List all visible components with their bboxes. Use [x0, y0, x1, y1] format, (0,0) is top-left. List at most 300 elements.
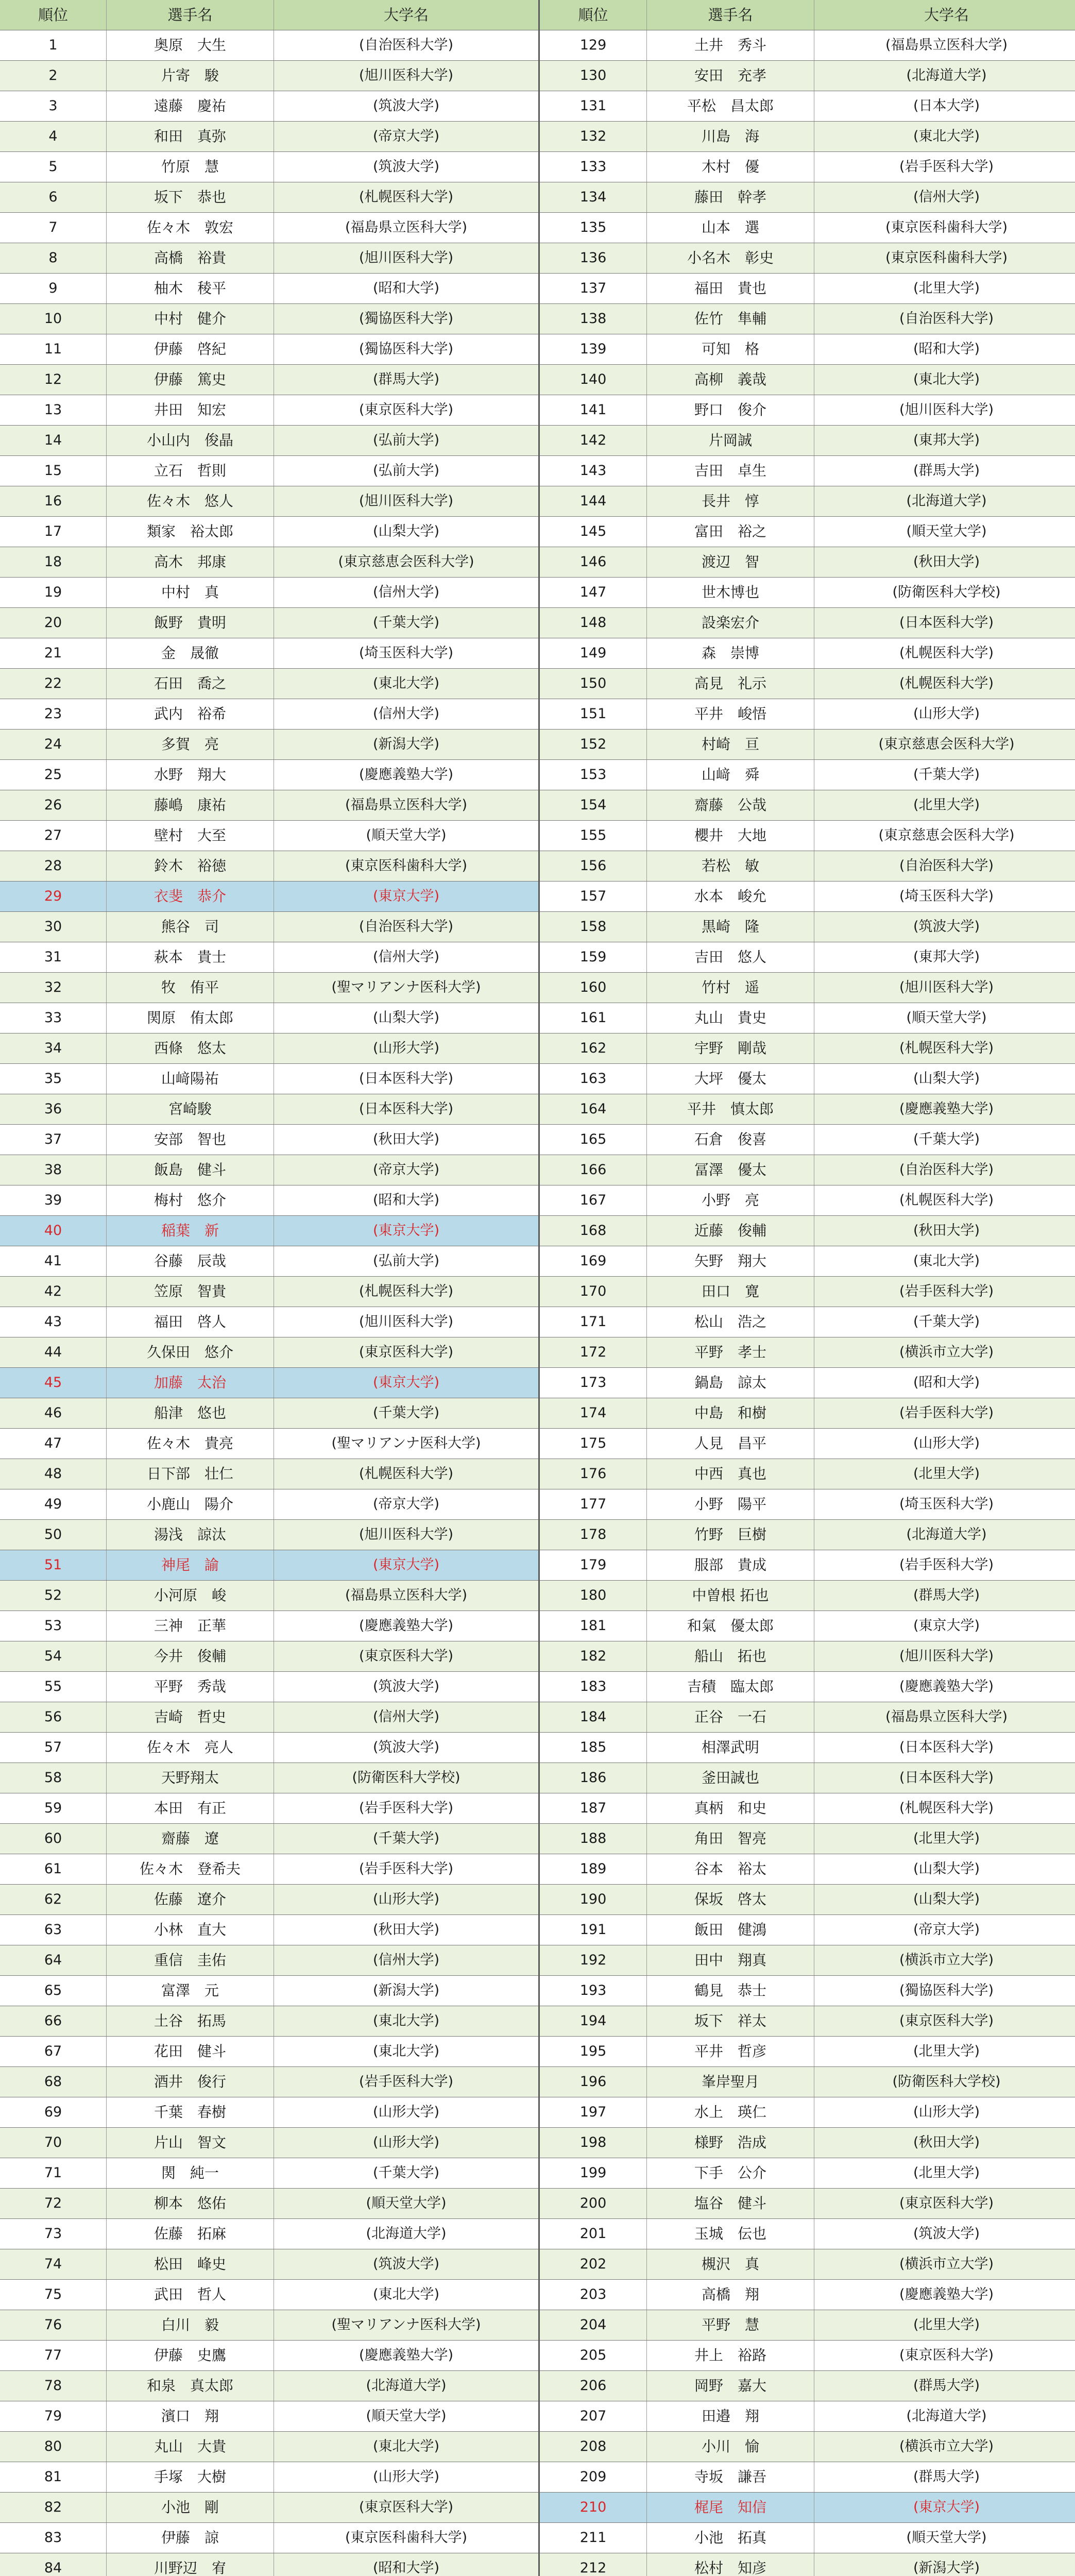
rank-cell: 163: [539, 1064, 647, 1094]
player-name: 小林 直大: [107, 1915, 274, 1945]
player-name: 神尾 諭: [107, 1550, 274, 1581]
rank-cell: 32: [0, 973, 107, 1003]
player-name: 萩本 貴士: [107, 942, 274, 973]
player-name: 土井 秀斗: [647, 30, 814, 61]
rank-cell: 38: [0, 1155, 107, 1185]
rank-cell: 176: [539, 1459, 647, 1489]
university-name: (旭川医科大学): [814, 1641, 1075, 1672]
university-name: (順天堂大学): [274, 821, 539, 851]
rank-cell: 53: [0, 1611, 107, 1641]
university-name: (筑波大学): [814, 2219, 1075, 2249]
rank-cell: 28: [0, 851, 107, 882]
rank-cell: 132: [539, 122, 647, 152]
rank-cell: 30: [0, 912, 107, 942]
table-row: [0, 1885, 1075, 1915]
university-name: (山形大学): [274, 2128, 539, 2158]
player-name: 森 崇博: [647, 638, 814, 669]
player-name: 相澤武明: [647, 1733, 814, 1763]
player-name: 壁村 大至: [107, 821, 274, 851]
university-name: (東京医科歯科大学): [274, 2523, 539, 2553]
player-name: 飯野 貴明: [107, 608, 274, 638]
player-name: 水野 翔大: [107, 760, 274, 790]
university-name: (北海道大学): [814, 486, 1075, 517]
university-name: (東京医科大学): [814, 2189, 1075, 2219]
university-name: (慶應義塾大学): [814, 1094, 1075, 1125]
player-name: 伊藤 諒: [107, 2523, 274, 2553]
table-row: [0, 365, 1075, 395]
table-row: [0, 91, 1075, 122]
table-row: [0, 1459, 1075, 1489]
rank-cell: 194: [539, 2006, 647, 2037]
player-name: 平野 秀哉: [107, 1672, 274, 1702]
university-name: (北里大学): [814, 790, 1075, 821]
university-name: (北里大学): [814, 2310, 1075, 2341]
rank-cell: 37: [0, 1125, 107, 1155]
rank-cell: 147: [539, 578, 647, 608]
rank-cell: 84: [0, 2553, 107, 2576]
university-name: (信州大学): [274, 942, 539, 973]
rank-cell: 195: [539, 2037, 647, 2067]
university-name: (筑波大学): [274, 1733, 539, 1763]
university-name: (福島県立医科大学): [814, 1702, 1075, 1733]
university-name: (群馬大学): [814, 2462, 1075, 2493]
rank-cell: 65: [0, 1976, 107, 2006]
table-row: [0, 456, 1075, 486]
university-name: (日本医科大学): [274, 1064, 539, 1094]
university-name: (山形大学): [814, 2097, 1075, 2128]
university-name: (北里大学): [814, 1824, 1075, 1854]
player-name: 保坂 啓太: [647, 1885, 814, 1915]
player-name: 小池 拓真: [647, 2523, 814, 2553]
rank-cell: 130: [539, 61, 647, 91]
university-name: (東北大学): [814, 122, 1075, 152]
player-name: 水本 峻允: [647, 882, 814, 912]
player-name: 吉田 卓生: [647, 456, 814, 486]
university-name: (慶應義塾大学): [814, 1672, 1075, 1702]
player-name: 平井 慎太郎: [647, 1094, 814, 1125]
university-name: (東京慈恵会医科大学): [814, 821, 1075, 851]
rank-cell: 165: [539, 1125, 647, 1155]
player-name: 中曽根 拓也: [647, 1581, 814, 1611]
university-name: (山梨大学): [274, 517, 539, 547]
table-row: [0, 1277, 1075, 1307]
player-name: 関原 侑太郎: [107, 1003, 274, 1033]
table-row: [0, 2097, 1075, 2128]
rank-cell: 26: [0, 790, 107, 821]
player-name: 久保田 悠介: [107, 1337, 274, 1368]
player-name: 加藤 太治: [107, 1368, 274, 1398]
university-name: (千葉大学): [814, 1125, 1075, 1155]
university-name: (埼玉医科大学): [274, 638, 539, 669]
table-row: [0, 821, 1075, 851]
university-name: (東京医科大学): [274, 395, 539, 426]
player-name: 飯島 健斗: [107, 1155, 274, 1185]
player-name: 釜田誠也: [647, 1763, 814, 1793]
university-name: (新潟大学): [274, 1976, 539, 2006]
table-row: [0, 2249, 1075, 2280]
university-name: (獨協医科大学): [274, 334, 539, 365]
rank-cell: 75: [0, 2280, 107, 2310]
player-name: 立石 哲則: [107, 456, 274, 486]
university-name: (自治医科大学): [274, 912, 539, 942]
university-name: (新潟大学): [274, 730, 539, 760]
table-row: [0, 2341, 1075, 2371]
university-name: (防衛医科大学校): [274, 1763, 539, 1793]
university-name: (秋田大学): [274, 1915, 539, 1945]
player-name: 長井 惇: [647, 486, 814, 517]
table-row: [0, 760, 1075, 790]
rank-cell: 13: [0, 395, 107, 426]
player-name: 佐々木 悠人: [107, 486, 274, 517]
university-name: (帝京大学): [814, 1915, 1075, 1945]
rank-cell: 154: [539, 790, 647, 821]
player-name: 吉崎 哲史: [107, 1702, 274, 1733]
rank-cell: 209: [539, 2462, 647, 2493]
player-name: 坂下 恭也: [107, 182, 274, 213]
player-name: 鈴木 裕徳: [107, 851, 274, 882]
university-name: (群馬大学): [274, 365, 539, 395]
rank-cell: 137: [539, 274, 647, 304]
rank-cell: 157: [539, 882, 647, 912]
university-name: (山形大学): [274, 1033, 539, 1064]
rank-cell: 145: [539, 517, 647, 547]
university-name: (昭和大学): [274, 274, 539, 304]
player-name: 丸山 大貴: [107, 2432, 274, 2462]
rank-cell: 29: [0, 882, 107, 912]
player-name: 小鹿山 陽介: [107, 1489, 274, 1520]
player-name: 宇野 剛哉: [647, 1033, 814, 1064]
university-name: (山形大学): [274, 2097, 539, 2128]
rank-cell: 138: [539, 304, 647, 334]
university-name: (東北大学): [274, 2006, 539, 2037]
university-name: (自治医科大学): [814, 1155, 1075, 1185]
rank-cell: 151: [539, 699, 647, 730]
table-row: [0, 1672, 1075, 1702]
player-name: 船山 拓也: [647, 1641, 814, 1672]
rank-cell: 175: [539, 1429, 647, 1459]
player-name: 川野辺 宥: [107, 2553, 274, 2576]
player-name: 白川 毅: [107, 2310, 274, 2341]
rank-cell: 55: [0, 1672, 107, 1702]
university-name: (岩手医科大学): [274, 1854, 539, 1885]
university-name: (筑波大学): [274, 1672, 539, 1702]
player-name: 冨澤 優太: [647, 1155, 814, 1185]
university-name: (東京大学): [274, 1216, 539, 1246]
rank-cell: 8: [0, 243, 107, 274]
rank-cell: 39: [0, 1185, 107, 1216]
table-row: [0, 2037, 1075, 2067]
university-name: (福島県立医科大学): [274, 213, 539, 243]
rank-cell: 61: [0, 1854, 107, 1885]
university-name: (岩手医科大学): [814, 152, 1075, 182]
rank-cell: 205: [539, 2341, 647, 2371]
player-name: 平井 哲彦: [647, 2037, 814, 2067]
rank-cell: 73: [0, 2219, 107, 2249]
player-name: 類家 裕太郎: [107, 517, 274, 547]
university-name: (山形大学): [274, 2462, 539, 2493]
university-name: (岩手医科大学): [274, 2067, 539, 2097]
table-row: [0, 517, 1075, 547]
rank-cell: 3: [0, 91, 107, 122]
table-row: [0, 1641, 1075, 1672]
table-row: [0, 2462, 1075, 2493]
rank-cell: 191: [539, 1915, 647, 1945]
player-name: 下手 公介: [647, 2158, 814, 2189]
university-name: (筑波大学): [274, 152, 539, 182]
university-name: (東京医科大学): [274, 1337, 539, 1368]
table-row: [0, 1307, 1075, 1337]
player-name: 峯岸聖月: [647, 2067, 814, 2097]
university-name: (北海道大学): [274, 2371, 539, 2401]
rank-cell: 185: [539, 1733, 647, 1763]
rank-cell: 9: [0, 274, 107, 304]
university-name: (札幌医科大学): [814, 1185, 1075, 1216]
rank-cell: 43: [0, 1307, 107, 1337]
university-name: (日本医科大学): [814, 608, 1075, 638]
player-name: 佐竹 隼輔: [647, 304, 814, 334]
player-name: 平井 峻悟: [647, 699, 814, 730]
university-name: (札幌医科大学): [274, 1459, 539, 1489]
player-name: 武内 裕希: [107, 699, 274, 730]
player-name: 野口 俊介: [647, 395, 814, 426]
rank-cell: 60: [0, 1824, 107, 1854]
university-name: (慶應義塾大学): [274, 1611, 539, 1641]
player-name: 田中 翔真: [647, 1945, 814, 1976]
player-name: 土谷 拓馬: [107, 2006, 274, 2037]
player-name: 真柄 和史: [647, 1793, 814, 1824]
rank-cell: 58: [0, 1763, 107, 1793]
university-name: (札幌医科大学): [274, 182, 539, 213]
table-row: [0, 942, 1075, 973]
university-name: (秋田大学): [814, 547, 1075, 578]
rank-cell: 200: [539, 2189, 647, 2219]
player-name: 濱口 翔: [107, 2401, 274, 2432]
university-name: (岩手医科大学): [274, 1793, 539, 1824]
university-name: (防衛医科大学校): [814, 2067, 1075, 2097]
rank-cell: 203: [539, 2280, 647, 2310]
player-name: 水上 瑛仁: [647, 2097, 814, 2128]
player-name: 寺坂 謙吾: [647, 2462, 814, 2493]
university-name: (獨協医科大学): [814, 1976, 1075, 2006]
university-name: (札幌医科大学): [814, 1033, 1075, 1064]
table-row: [0, 1246, 1075, 1277]
rank-cell: 174: [539, 1398, 647, 1429]
rank-cell: 5: [0, 152, 107, 182]
rank-cell: 208: [539, 2432, 647, 2462]
player-name: 近藤 俊輔: [647, 1216, 814, 1246]
player-name: 鍋島 諒太: [647, 1368, 814, 1398]
university-name: (北里大学): [814, 2037, 1075, 2067]
university-name: (東京大学): [814, 2493, 1075, 2523]
table-row: [0, 1733, 1075, 1763]
player-name: 小野 亮: [647, 1185, 814, 1216]
rank-cell: 171: [539, 1307, 647, 1337]
rank-cell: 187: [539, 1793, 647, 1824]
university-name: (東北大学): [814, 1246, 1075, 1277]
university-name: (順天堂大学): [274, 2401, 539, 2432]
player-name: 齋藤 公哉: [647, 790, 814, 821]
player-name: 田邉 翔: [647, 2401, 814, 2432]
university-name: (帝京大学): [274, 1489, 539, 1520]
rank-cell: 172: [539, 1337, 647, 1368]
university-name: (旭川医科大学): [274, 486, 539, 517]
rank-cell: 140: [539, 365, 647, 395]
player-name: 千葉 春樹: [107, 2097, 274, 2128]
table-row: [0, 2006, 1075, 2037]
table-row: [0, 973, 1075, 1003]
rank-cell: 12: [0, 365, 107, 395]
rank-cell: 141: [539, 395, 647, 426]
rank-cell: 46: [0, 1398, 107, 1429]
player-name: 衣斐 恭介: [107, 882, 274, 912]
player-name: 山﨑 舜: [647, 760, 814, 790]
player-name: 川島 海: [647, 122, 814, 152]
university-name: (千葉大学): [274, 2158, 539, 2189]
table-row: [0, 1033, 1075, 1064]
table-row: [0, 2523, 1075, 2553]
table-row: [0, 1003, 1075, 1033]
rank-cell: 20: [0, 608, 107, 638]
university-name: (東京医科大学): [274, 1641, 539, 1672]
rank-cell: 59: [0, 1793, 107, 1824]
table-row: [0, 1945, 1075, 1976]
player-name: 木村 優: [647, 152, 814, 182]
table-row: [0, 1611, 1075, 1641]
university-name: (東邦大学): [814, 942, 1075, 973]
rank-cell: 164: [539, 1094, 647, 1125]
university-name: (北海道大学): [814, 61, 1075, 91]
table-row: [0, 304, 1075, 334]
rank-cell: 153: [539, 760, 647, 790]
player-name: 熊谷 司: [107, 912, 274, 942]
rank-cell: 71: [0, 2158, 107, 2189]
university-name: (昭和大学): [814, 334, 1075, 365]
table-row: [0, 851, 1075, 882]
player-name: 小名木 彰史: [647, 243, 814, 274]
rank-cell: 19: [0, 578, 107, 608]
rank-cell: 44: [0, 1337, 107, 1368]
rank-cell: 170: [539, 1277, 647, 1307]
rank-cell: 159: [539, 942, 647, 973]
university-name: (聖マリアンナ医科大学): [274, 973, 539, 1003]
university-name: (帝京大学): [274, 1155, 539, 1185]
player-name: 矢野 翔大: [647, 1246, 814, 1277]
university-name: (東京医科大学): [814, 2341, 1075, 2371]
table-row: [0, 2553, 1075, 2576]
university-name: (旭川医科大学): [814, 395, 1075, 426]
university-name: (東京慈恵会医科大学): [274, 547, 539, 578]
rank-cell: 6: [0, 182, 107, 213]
player-name: 西條 悠太: [107, 1033, 274, 1064]
university-name: (信州大学): [274, 1702, 539, 1733]
table-row: [0, 1702, 1075, 1733]
rank-cell: 181: [539, 1611, 647, 1641]
university-name: (東京大学): [814, 1611, 1075, 1641]
player-name: 世木博也: [647, 578, 814, 608]
university-name: (旭川医科大学): [274, 1520, 539, 1550]
rank-cell: 207: [539, 2401, 647, 2432]
player-name: 高柳 義哉: [647, 365, 814, 395]
table-row: [0, 2067, 1075, 2097]
rank-cell: 2: [0, 61, 107, 91]
rank-cell: 78: [0, 2371, 107, 2401]
university-name: (岩手医科大学): [814, 1398, 1075, 1429]
player-name: 櫻井 大地: [647, 821, 814, 851]
table-row: [0, 426, 1075, 456]
university-name: (群馬大学): [814, 456, 1075, 486]
university-name: (山形大学): [814, 699, 1075, 730]
rank-cell: 83: [0, 2523, 107, 2553]
player-name: 塩谷 健斗: [647, 2189, 814, 2219]
player-name: 伊藤 篤史: [107, 365, 274, 395]
rank-cell: 48: [0, 1459, 107, 1489]
player-name: 三神 正華: [107, 1611, 274, 1641]
university-name: (岩手医科大学): [814, 1550, 1075, 1581]
player-name: 若松 敏: [647, 851, 814, 882]
table-row: [0, 30, 1075, 61]
rank-cell: 183: [539, 1672, 647, 1702]
table-row: [0, 1216, 1075, 1246]
university-name: (横浜市立大学): [814, 1337, 1075, 1368]
rank-cell: 142: [539, 426, 647, 456]
rank-cell: 158: [539, 912, 647, 942]
table-row: [0, 547, 1075, 578]
rank-cell: 180: [539, 1581, 647, 1611]
player-name: 石田 喬之: [107, 669, 274, 699]
player-name: 谷藤 辰哉: [107, 1246, 274, 1277]
player-name: 正谷 一石: [647, 1702, 814, 1733]
player-name: 片寄 駿: [107, 61, 274, 91]
rank-cell: 79: [0, 2401, 107, 2432]
rank-cell: 33: [0, 1003, 107, 1033]
player-name: 佐々木 貴亮: [107, 1429, 274, 1459]
university-name: (東京医科歯科大学): [814, 243, 1075, 274]
university-name: (自治医科大学): [274, 30, 539, 61]
table-row: [0, 2189, 1075, 2219]
university-name: (新潟大学): [814, 2553, 1075, 2576]
university-name: (東京医科歯科大学): [814, 213, 1075, 243]
player-name: 佐々木 敦宏: [107, 213, 274, 243]
player-name: 佐々木 登希夫: [107, 1854, 274, 1885]
rank-cell: 66: [0, 2006, 107, 2037]
rank-cell: 184: [539, 1702, 647, 1733]
rank-cell: 179: [539, 1550, 647, 1581]
rank-cell: 80: [0, 2432, 107, 2462]
university-name: (信州大学): [274, 1945, 539, 1976]
university-name: (東北大学): [274, 2037, 539, 2067]
university-name: (順天堂大学): [814, 517, 1075, 547]
university-name: (獨協医科大学): [274, 304, 539, 334]
player-name: 和泉 真太郎: [107, 2371, 274, 2401]
player-name: 玉城 伝也: [647, 2219, 814, 2249]
rank-cell: 4: [0, 122, 107, 152]
player-name: 竹村 遥: [647, 973, 814, 1003]
table-row: [0, 730, 1075, 760]
table-row: [0, 486, 1075, 517]
player-name: 伊藤 史鷹: [107, 2341, 274, 2371]
player-name: 梶尾 知信: [647, 2493, 814, 2523]
university-name: (東京慈恵会医科大学): [814, 730, 1075, 760]
university-name: (東京医科歯科大学): [274, 851, 539, 882]
table-row: [0, 152, 1075, 182]
university-name: (東北大学): [274, 669, 539, 699]
university-name: (順天堂大学): [814, 1003, 1075, 1033]
university-name: (秋田大学): [814, 1216, 1075, 1246]
university-name: (防衛医科大学校): [814, 578, 1075, 608]
university-name: (札幌医科大学): [814, 638, 1075, 669]
rank-cell: 16: [0, 486, 107, 517]
university-name: (千葉大学): [274, 608, 539, 638]
